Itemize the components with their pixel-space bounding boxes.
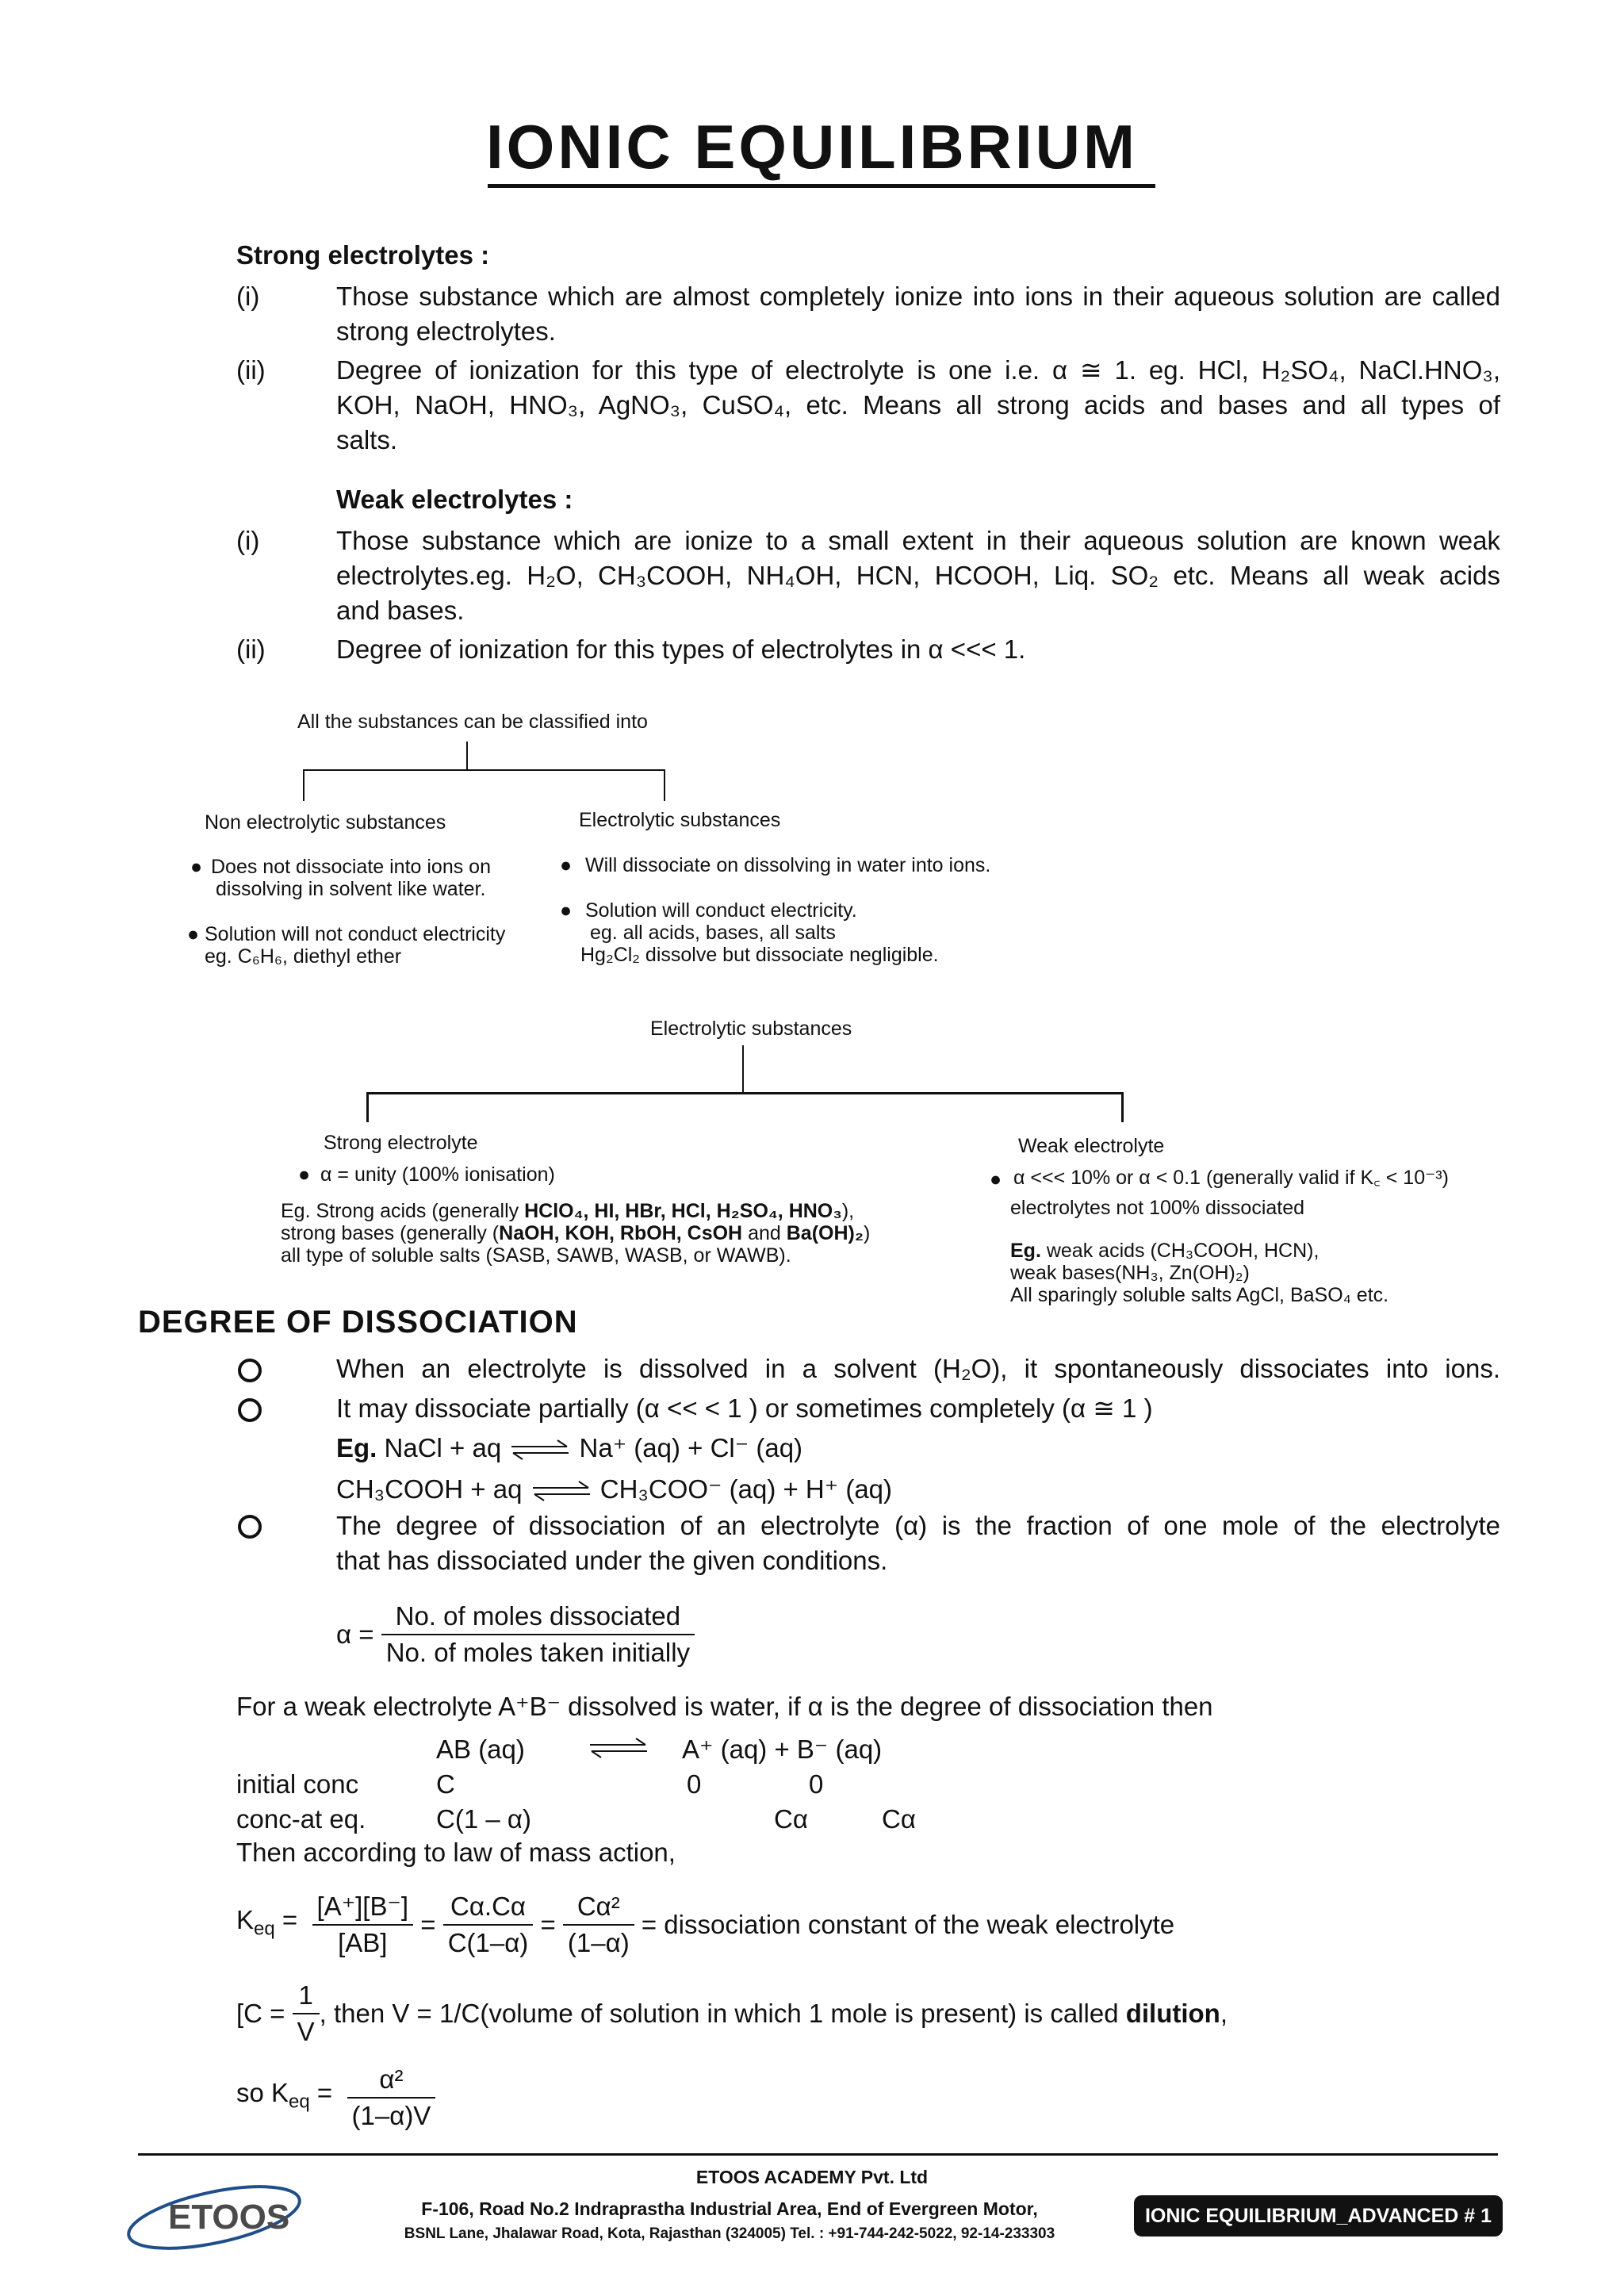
equilibrium-products: A⁺ (aq) + B⁻ (aq) bbox=[682, 1734, 883, 1764]
circle-bullet-icon bbox=[238, 1359, 262, 1382]
footer-address-line-2: BSNL Lane, Jhalawar Road, Kota, Rajasthan (324005) Tel. : +91-744-242-5022, 92-14-233303 bbox=[404, 2225, 1055, 2242]
keq-dilution-expression: so $K_{eq}$ = $\frac{\text{α²}}{(1-\alpha)V}$ bbox=[236, 2062, 435, 2133]
non-electrolytic-point-2a: Solution will not conduct electricity bbox=[205, 923, 506, 945]
electrolytic-title: Electrolytic substances bbox=[579, 809, 781, 831]
keq-dilution-fraction: $\frac{\text{α²}}{(1-\alpha)V}$ bbox=[347, 2062, 436, 2133]
dilution-definition: [C = $\frac{1}{V}$ , then V = 1/C(volume of solution in which 1 mole is present) is called dilution, bbox=[236, 1978, 1228, 2049]
title-underline bbox=[488, 184, 1155, 188]
strong-electrolyte-title: Strong electrolyte bbox=[324, 1132, 478, 1154]
non-electrolytic-title: Non electrolytic substances bbox=[205, 811, 446, 834]
alpha-fraction: $\frac{\text{No. of moles dissociated}}{\text{No. of moles taken initially}}$ bbox=[381, 1599, 695, 1670]
equilibrium-conc-cation: Cα bbox=[774, 1804, 808, 1834]
classification-branch bbox=[303, 769, 665, 771]
equilibrium-arrow-icon bbox=[508, 1437, 572, 1462]
strong-electrolytes-heading: Strong electrolytes : bbox=[236, 240, 490, 270]
bullet-dot: ● bbox=[560, 854, 573, 876]
strong-item-1-text: Those substance which are almost completely ionize into ions in their aqueous solution are called strong electrolytes. bbox=[336, 282, 1500, 346]
circle-bullet-icon bbox=[238, 1515, 262, 1539]
weak-item-1-number: (i) bbox=[236, 526, 260, 555]
electrolytic-point-2c: Hg₂Cl₂ dissolve but dissociate negligible. bbox=[580, 944, 939, 966]
weak-electrolytes-heading: Weak electrolytes : bbox=[336, 485, 573, 514]
initial-conc-reactant: C bbox=[436, 1769, 455, 1799]
classification-right-drop bbox=[664, 769, 665, 801]
strong-alpha-point: α = unity (100% ionisation) bbox=[320, 1163, 555, 1186]
strong-example-line-1: Eg. Strong acids (generally HClO₄, HI, HBr, HCl, H₂SO₄, HNO₃), bbox=[281, 1200, 855, 1222]
keq-simplified-fraction: $\frac{\text{Cα²}}{(1-\alpha)}$ bbox=[563, 1889, 634, 1961]
classification-root-label: All the substances can be classified into bbox=[297, 711, 648, 733]
dissociation-point-1: When an electrolyte is dissolved in a solvent (H₂O), it spontaneously dissociates into ions. bbox=[336, 1354, 1500, 1383]
example-equation-2: CH₃COOH + aq CH₃COO⁻ (aq) + H⁺ (aq) bbox=[336, 1474, 893, 1504]
weak-example-line-3: All sparingly soluble salts AgCl, BaSO₄ etc. bbox=[1010, 1284, 1389, 1306]
keq-ion-fraction: $\frac{[A^+][B^-]}{[AB]}$ bbox=[312, 1889, 414, 1961]
strong-example-line-2: strong bases (generally (NaOH, KOH, RbOH, CsOH and Ba(OH)₂) bbox=[281, 1222, 871, 1244]
bullet-dot: ● bbox=[298, 1163, 311, 1186]
keq-conc-fraction: $\frac{C\alpha.C\alpha}{C(1-\alpha)}$ bbox=[443, 1889, 534, 1961]
weak-example-line-2: weak bases(NH₃, Zn(OH)₂) bbox=[1010, 1262, 1250, 1284]
one-over-v-fraction: $\frac{1}{V}$ bbox=[293, 1978, 320, 2049]
page-title: IONIC EQUILIBRIUM bbox=[486, 112, 1138, 182]
section-heading: DEGREE OF DISSOCIATION bbox=[138, 1305, 578, 1340]
weak-not-fully-dissociated: electrolytes not 100% dissociated bbox=[1010, 1197, 1305, 1219]
bullet-dot: ● bbox=[990, 1168, 1002, 1190]
law-of-mass-action: Then according to law of mass action, bbox=[236, 1838, 676, 1867]
strong-item-2-line-1: Degree of ionization for this type of electrolyte is one i.e. α ≅ 1. eg. HCl, H₂SO₄, NaCl.HNO₃, bbox=[336, 355, 1500, 385]
non-electrolytic-point-2b: eg. C₆H₆, diethyl ether bbox=[205, 945, 402, 968]
weak-electrolyte-intro: For a weak electrolyte A⁺B⁻ dissolved is water, if α is the degree of dissociation then bbox=[236, 1692, 1213, 1721]
equilibrium-conc-label: conc-at eq. bbox=[236, 1804, 366, 1834]
initial-conc-anion: 0 bbox=[809, 1769, 824, 1799]
strong-item-2-line-3: salts. bbox=[336, 425, 398, 454]
footer-address-line-1: F-106, Road No.2 Indraprastha Industrial Area, End of Evergreen Motor, bbox=[421, 2198, 1038, 2219]
weak-item-1-line-2: electrolytes.eg. H₂O, CH₃COOH, NH₄OH, HCN, HCOOH, Liq. SO₂ etc. Means all weak acids bbox=[336, 561, 1500, 590]
equilibrium-conc-reactant: C(1 – α) bbox=[436, 1804, 531, 1834]
initial-conc-label: initial conc bbox=[236, 1769, 359, 1799]
electrolytic-point-2b: eg. all acids, bases, all salts bbox=[590, 922, 836, 944]
logo-text: ETOOS bbox=[168, 2198, 290, 2237]
equilibrium-arrow-icon bbox=[530, 1478, 593, 1504]
circle-bullet-icon bbox=[238, 1398, 262, 1422]
dissociation-point-3-line-1: The degree of dissociation of an electrolyte (α) is the fraction of one mole of the electrolyte bbox=[336, 1511, 1500, 1540]
weak-electrolyte-title: Weak electrolyte bbox=[1018, 1135, 1165, 1157]
weak-item-1-line-3: and bases. bbox=[336, 596, 465, 625]
electrolytic-point-2a: Solution will conduct electricity. bbox=[585, 899, 857, 922]
strong-item-2-line-2: KOH, NaOH, HNO₃, AgNO₃, CuSO₄, etc. Means all strong acids and bases and all types of bbox=[336, 390, 1500, 420]
electrolytic-branch bbox=[366, 1092, 1124, 1094]
electrolytic-left-drop bbox=[366, 1092, 369, 1122]
weak-item-1-line-1: Those substance which are ionize to a small extent in their aqueous solution are known weak bbox=[336, 526, 1500, 555]
strong-example-line-3: all type of soluble salts (SASB, SAWB, WASB, or WAWB). bbox=[281, 1244, 791, 1267]
initial-conc-cation: 0 bbox=[687, 1769, 702, 1799]
page-badge: IONIC EQUILIBRIUM_ADVANCED # 1 bbox=[1134, 2195, 1503, 2237]
electrolytic-point-1: Will dissociate on dissolving in water into ions. bbox=[585, 854, 991, 876]
electrolytic-stem bbox=[742, 1045, 744, 1093]
weak-example-line-1: Eg. weak acids (CH₃COOH, HCN), bbox=[1010, 1240, 1320, 1262]
weak-item-2-text: Degree of ionization for this types of electrolytes in α <<< 1. bbox=[336, 634, 1026, 664]
weak-item-2-number: (ii) bbox=[236, 634, 266, 664]
bullet-dot: ● bbox=[187, 923, 200, 945]
electrolytic-root-label: Electrolytic substances bbox=[650, 1018, 852, 1040]
footer-company: ETOOS ACADEMY Pvt. Ltd bbox=[695, 2167, 929, 2187]
equilibrium-reactant: AB (aq) bbox=[436, 1734, 525, 1764]
strong-item-2-number: (ii) bbox=[236, 355, 266, 385]
electrolytic-right-drop bbox=[1121, 1092, 1124, 1122]
keq-expression: $K_{eq}$ = $\frac{[A^+][B^-]}{[AB]}$ = $\frac{C\alpha.C\alpha}{C(1-\alpha)}$ = $\frac{\text{Cα²}}{(1-\alpha)}$ = dissociation constant of the weak electrolyte bbox=[236, 1889, 1174, 1961]
weak-alpha-point: α <<< 10% or α < 0.1 (generally valid if K꜀ < 10⁻³) bbox=[1013, 1167, 1449, 1189]
dissociation-point-2: It may dissociate partially (α << < 1 ) or sometimes completely (α ≅ 1 ) bbox=[336, 1393, 1153, 1423]
equilibrium-conc-anion: Cα bbox=[882, 1804, 916, 1834]
classification-stem bbox=[466, 742, 468, 771]
bullet-dot: ● bbox=[190, 856, 203, 878]
strong-item-1-number: (i) bbox=[236, 282, 260, 311]
equilibrium-arrow-icon bbox=[587, 1735, 650, 1761]
non-electrolytic-point-1b: dissolving in solvent like water. bbox=[216, 878, 486, 900]
footer-divider bbox=[138, 2153, 1498, 2156]
non-electrolytic-point-1a: Does not dissociate into ions on bbox=[211, 856, 491, 878]
example-equation-1: Eg. NaCl + aq Na⁺ (aq) + Cl⁻ (aq) bbox=[336, 1433, 803, 1462]
dissociation-point-3-line-2: that has dissociated under the given conditions. bbox=[336, 1546, 888, 1575]
bullet-dot: ● bbox=[560, 899, 573, 922]
alpha-definition: α = $\frac{\text{No. of moles dissociated}}{\text{No. of moles taken initially}}$ bbox=[336, 1599, 695, 1670]
classification-left-drop bbox=[303, 769, 304, 801]
